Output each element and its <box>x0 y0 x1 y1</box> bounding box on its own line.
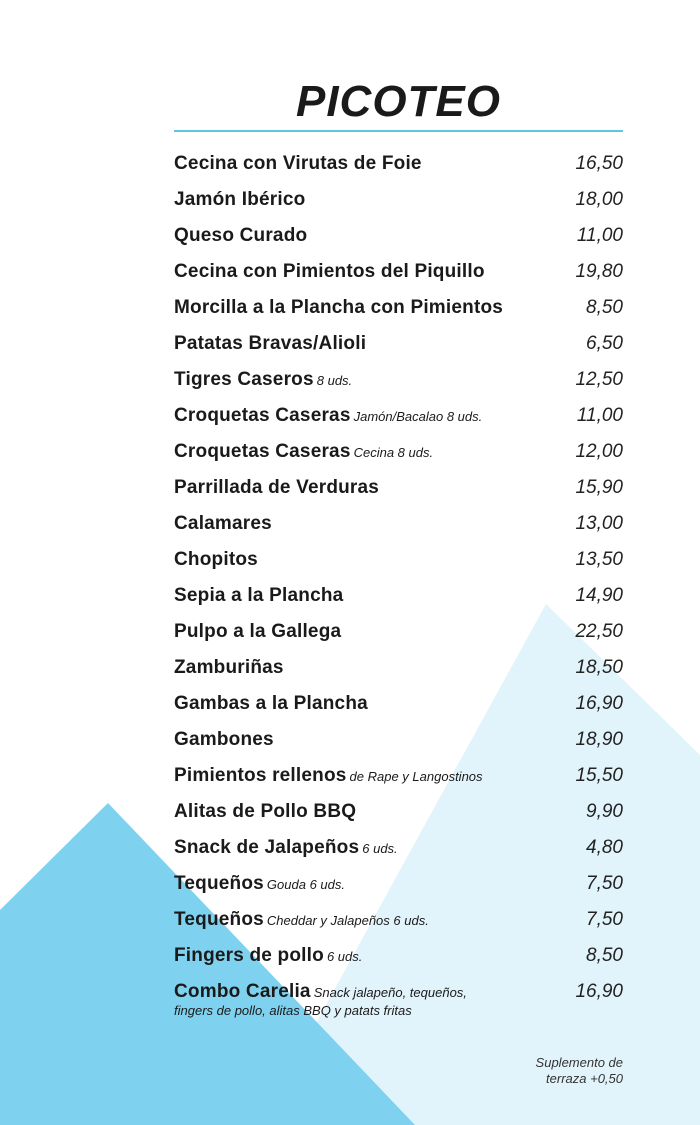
item-name: Tigres Caseros <box>174 369 314 390</box>
item-price: 6,50 <box>586 333 623 354</box>
item-name: Pulpo a la Gallega <box>174 621 342 642</box>
item-name: Chopitos <box>174 549 258 570</box>
menu-item-combo <box>174 974 623 1026</box>
item-price: 4,80 <box>586 837 623 858</box>
item-price: 8,50 <box>586 297 623 318</box>
menu-item <box>174 578 623 614</box>
menu-item <box>174 254 623 290</box>
item-name: Morcilla a la Plancha con Pimientos <box>174 297 504 318</box>
item-price: 13,00 <box>575 513 623 534</box>
item-price: 14,90 <box>575 585 623 606</box>
item-price: 7,50 <box>586 873 623 894</box>
item-name: Fingers de pollo <box>174 945 324 966</box>
item-name: Gambones <box>174 729 274 750</box>
menu-item <box>174 542 623 578</box>
item-description-continued: fingers de pollo, alitas BBQ y patats fritas <box>174 1003 412 1018</box>
menu-item <box>174 722 623 758</box>
item-name: Cecina con Virutas de Foie <box>174 153 422 174</box>
menu-item <box>174 506 623 542</box>
item-name: Snack de Jalapeños <box>174 837 360 858</box>
item-description: 6 uds. <box>326 949 363 964</box>
title-underline <box>174 130 623 132</box>
item-price: 11,00 <box>576 225 623 246</box>
item-description: 8 uds. <box>316 373 353 388</box>
item-price: 8,50 <box>586 945 623 966</box>
item-price: 18,90 <box>575 729 623 750</box>
item-price: 15,90 <box>575 477 623 498</box>
item-price: 19,80 <box>575 261 623 282</box>
item-description: de Rape y Langostinos <box>349 769 483 784</box>
terrace-supplement-note <box>536 1055 623 1087</box>
item-name: Sepia a la Plancha <box>174 585 344 606</box>
item-description: Cecina 8 uds. <box>353 445 434 460</box>
item-price: 12,50 <box>575 369 623 390</box>
item-price: 16,90 <box>575 693 623 714</box>
menu-item <box>174 146 623 182</box>
supplement-line-1: Suplemento de <box>535 1055 623 1070</box>
item-price: 7,50 <box>586 909 623 930</box>
item-price: 11,00 <box>576 405 623 426</box>
item-name: Zamburiñas <box>174 657 284 678</box>
item-name: Pimientos rellenos <box>174 765 347 786</box>
item-name: Queso Curado <box>174 225 308 246</box>
item-description: Cheddar y Jalapeños 6 uds. <box>266 913 429 928</box>
item-name: Croquetas Caseras <box>174 441 351 462</box>
item-name: Parrillada de Verduras <box>174 477 380 498</box>
item-price: 16,90 <box>575 981 623 1002</box>
menu-item <box>174 758 623 794</box>
menu-item <box>174 902 623 938</box>
item-name: Patatas Bravas/Alioli <box>174 333 367 354</box>
supplement-line-2: terraza +0,50 <box>546 1071 623 1086</box>
menu-item <box>174 290 623 326</box>
item-price: 15,50 <box>575 765 623 786</box>
section-title: PICOTEO <box>295 77 502 126</box>
menu-item <box>174 326 623 362</box>
item-name: Tequeños <box>174 873 264 894</box>
item-name: Gambas a la Plancha <box>174 693 368 714</box>
item-price: 12,00 <box>575 441 623 462</box>
menu-item <box>174 830 623 866</box>
menu-item <box>174 794 623 830</box>
menu-item <box>174 362 623 398</box>
menu-item <box>174 614 623 650</box>
menu-item <box>174 218 623 254</box>
item-price: 18,50 <box>575 657 623 678</box>
item-name: Jamón Ibérico <box>174 189 306 210</box>
item-name: Combo Carelia <box>174 981 311 1002</box>
item-description: Jamón/Bacalao 8 uds. <box>353 409 483 424</box>
item-description: 6 uds. <box>362 841 398 856</box>
menu-item <box>174 398 623 434</box>
item-name: Cecina con Pimientos del Piquillo <box>174 261 485 282</box>
menu-item <box>174 182 623 218</box>
item-name: Tequeños <box>174 909 264 930</box>
item-name: Alitas de Pollo BBQ <box>174 801 357 822</box>
menu-item <box>174 866 623 902</box>
menu-item <box>174 686 623 722</box>
item-price: 22,50 <box>575 621 623 642</box>
menu-list <box>174 146 623 1026</box>
item-description: Gouda 6 uds. <box>266 877 345 892</box>
menu-item <box>174 470 623 506</box>
item-name: Calamares <box>174 513 272 534</box>
menu-item <box>174 434 623 470</box>
item-price: 13,50 <box>575 549 623 570</box>
item-price: 16,50 <box>575 153 623 174</box>
menu-item <box>174 650 623 686</box>
menu-item <box>174 938 623 974</box>
item-price: 9,90 <box>586 801 623 822</box>
item-name: Croquetas Caseras <box>174 405 351 426</box>
item-price: 18,00 <box>575 189 623 210</box>
item-description: Snack jalapeño, tequeños, <box>313 985 467 1000</box>
